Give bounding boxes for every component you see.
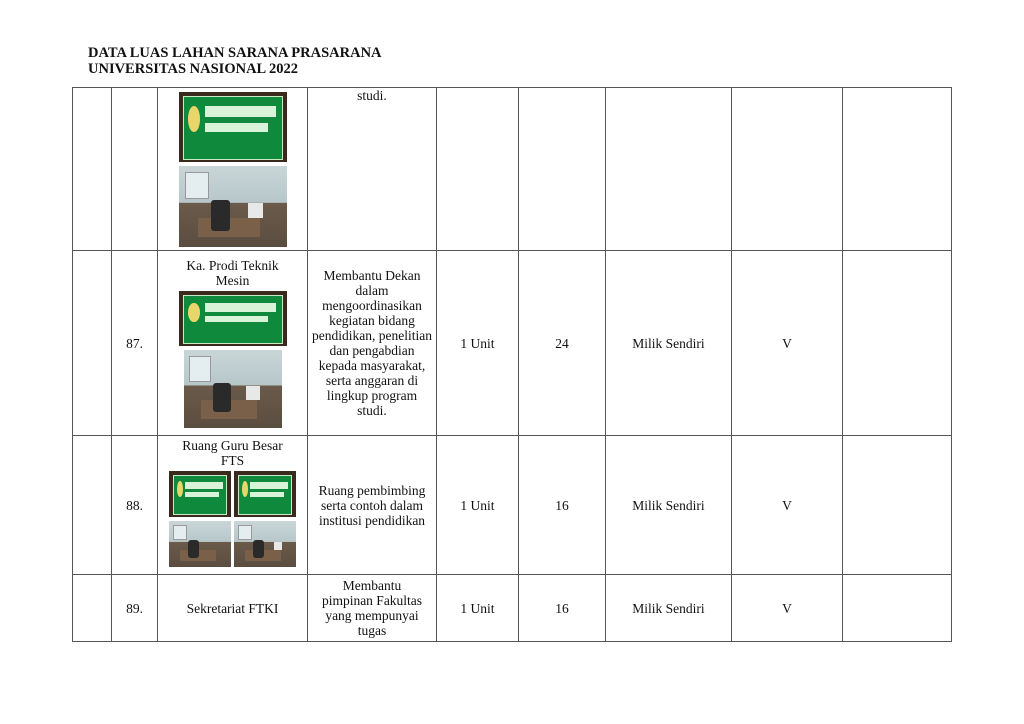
ownership-cell: Milik Sendiri — [606, 436, 732, 575]
area-cell: 16 — [519, 436, 606, 575]
ownership-cell — [606, 88, 732, 251]
quantity-cell: 1 Unit — [437, 575, 519, 642]
office-room-photo — [184, 350, 282, 428]
notes-cell — [843, 575, 952, 642]
quantity-cell: 1 Unit — [437, 251, 519, 436]
quantity-cell — [437, 88, 519, 251]
description-cell: Membantu Dekan dalam mengoordinasikan kegiatan bidang pendidikan, penelitian dan pengabdian kepada masyarakat, serta anggaran di lingkup program studi. — [308, 251, 437, 436]
title-line-2: UNIVERSITAS NASIONAL 2022 — [88, 61, 299, 77]
notes-cell — [843, 251, 952, 436]
teknik-elektro-sign-photo — [179, 92, 287, 162]
description-cell: Ruang pembimbing serta contoh dalam institusi pendidikan — [308, 436, 437, 575]
blank-cell — [73, 575, 112, 642]
room-name: Sekretariat FTKI — [158, 575, 308, 642]
condition-cell: V — [732, 575, 843, 642]
photo-cell — [158, 251, 308, 436]
table-row — [73, 88, 952, 251]
guru-besar-sign-photo — [169, 471, 231, 517]
notes-cell — [843, 88, 952, 251]
ownership-cell: Milik Sendiri — [606, 575, 732, 642]
notes-cell — [843, 436, 952, 575]
area-cell: 24 — [519, 251, 606, 436]
number-cell: 87. — [112, 251, 158, 436]
number-cell — [112, 88, 158, 251]
photo-cell — [158, 436, 308, 575]
blank-cell — [73, 436, 112, 575]
table-row — [73, 575, 952, 642]
condition-cell — [732, 88, 843, 251]
number-cell: 88. — [112, 436, 158, 575]
office-room-photo — [179, 166, 287, 247]
table-row — [73, 436, 952, 575]
room-photo-pair — [158, 521, 307, 567]
document-title — [88, 45, 382, 77]
title-line-1: DATA LUAS LAHAN SARANA PRASARANA — [88, 45, 382, 61]
facility-table — [72, 87, 952, 642]
ownership-cell: Milik Sendiri — [606, 251, 732, 436]
guru-besar-sign-photo — [234, 471, 296, 517]
quantity-cell: 1 Unit — [437, 436, 519, 575]
teknik-mesin-sign-photo — [179, 291, 287, 346]
number-cell: 89. — [112, 575, 158, 642]
sign-photo-pair — [158, 471, 307, 517]
description-cell: studi. — [308, 88, 437, 251]
description-cell: Membantu pimpinan Fakultas yang mempunyai tugas — [308, 575, 437, 642]
blank-cell — [73, 88, 112, 251]
office-room-photo — [234, 521, 296, 567]
table-row — [73, 251, 952, 436]
room-name: Ruang Guru Besar FTS — [182, 438, 283, 468]
blank-cell — [73, 251, 112, 436]
area-cell — [519, 88, 606, 251]
office-room-photo — [169, 521, 231, 567]
area-cell: 16 — [519, 575, 606, 642]
photo-cell — [158, 88, 308, 251]
condition-cell: V — [732, 251, 843, 436]
condition-cell: V — [732, 436, 843, 575]
room-name: Ka. Prodi Teknik Mesin — [186, 258, 279, 288]
